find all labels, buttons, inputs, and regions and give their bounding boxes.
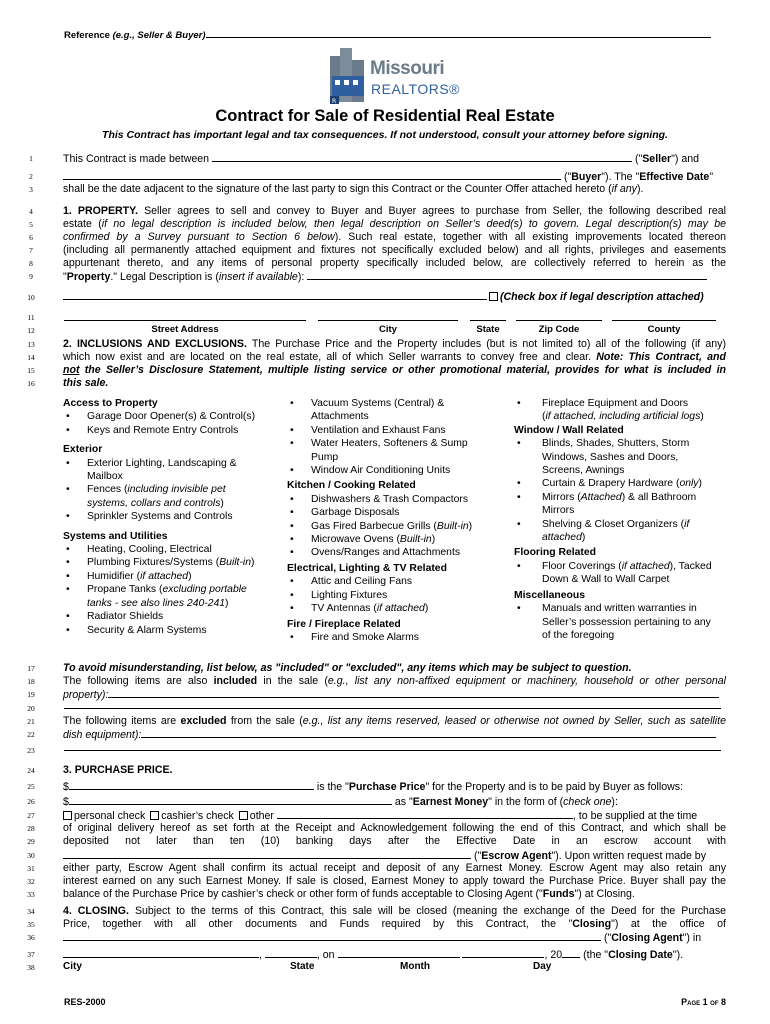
closing-l34: Subject to the terms of this Contract, this sale will be closed (meaning the exchange of the Deed for the Purchase bbox=[134, 905, 727, 917]
item-text: ( bbox=[542, 411, 546, 423]
list-item: • Window Air Conditioning Units bbox=[287, 464, 509, 477]
closing-heading: 4. CLOSING. bbox=[63, 905, 129, 917]
closing-line-37 bbox=[63, 948, 726, 962]
price-line-31: either party, Escrow Agent shall confirm its actual receipt and deposit of any Earnest Money. Escrow Agent may also retain any bbox=[63, 862, 726, 874]
personal-check-label: personal check bbox=[74, 810, 146, 822]
excluded-line-22 bbox=[63, 728, 726, 742]
price-line-27 bbox=[63, 809, 726, 823]
escrow-agent-term: Escrow Agent bbox=[481, 850, 552, 862]
line-number: 3 bbox=[29, 185, 33, 194]
reference-label: Reference bbox=[64, 30, 110, 41]
list-item-cont bbox=[514, 410, 734, 423]
comma: , bbox=[259, 949, 262, 961]
price-line-28: of original delivery hereof as set forth at the Receipt and Acknowledgement following the end of this Contract, and which shall be bbox=[63, 822, 726, 834]
price-l27end: , to be supplied at the time bbox=[572, 810, 698, 822]
purchase-price-field[interactable] bbox=[69, 780, 314, 790]
other-payment-field[interactable] bbox=[277, 809, 573, 819]
street-address-field[interactable] bbox=[64, 311, 306, 321]
logo-missouri: Missouri bbox=[370, 58, 445, 79]
line-number: 9 bbox=[29, 272, 33, 281]
item-italic: if attached bbox=[621, 560, 670, 572]
price-line-29: deposited not later than ten (10) banking days after the Effective Date in an escrow account with bbox=[63, 835, 726, 847]
page-subtitle: This Contract has important legal and tax consequences. If not understood, consult your attorney before signing. bbox=[102, 129, 668, 141]
intro-line-1 bbox=[63, 152, 726, 166]
property-l6i: confirmed by a Survey pursuant to Section 6 below bbox=[63, 231, 335, 243]
item-text: ) bbox=[431, 534, 436, 546]
price-l25a: is the " bbox=[316, 781, 349, 793]
street-address-label: Street Address bbox=[151, 324, 219, 335]
page-number: Page 1 of 8 bbox=[681, 997, 726, 1007]
list-item bbox=[514, 518, 734, 531]
line-number: 33 bbox=[27, 890, 35, 899]
list-item-cont bbox=[63, 497, 285, 510]
intro-line-2 bbox=[63, 170, 726, 184]
item-italic: Built-in bbox=[219, 557, 251, 569]
excluded-l21i: e.g., list any items reserved, leased or otherwise not owned by Seller, such as satellite bbox=[302, 715, 726, 727]
item-text: TV Antennas ( bbox=[311, 603, 377, 615]
item-text: Curtain & Drapery Hardware ( bbox=[542, 478, 680, 490]
misunderstanding-note: To avoid misunderstanding, list below, as "included" or "excluded", any items which may be subject to question. bbox=[63, 662, 632, 674]
list-item bbox=[287, 520, 509, 533]
electrical-heading: Electrical, Lighting & TV Related bbox=[287, 562, 447, 574]
inclusions-l14a: which now exist and are located on the real estate, all of which Seller warrants to convey free and clear. bbox=[63, 351, 592, 363]
closing-l36c: ") in bbox=[682, 932, 702, 944]
closing-year-field[interactable] bbox=[562, 948, 580, 958]
purchase-price-term: Purchase Price bbox=[348, 781, 426, 793]
line-number: 13 bbox=[27, 340, 35, 349]
list-item-cont: Screens, Awnings bbox=[542, 465, 625, 477]
excluded-l21a: The following items are bbox=[63, 715, 177, 727]
item-text: Floor Coverings ( bbox=[542, 560, 622, 572]
list-item-cont bbox=[514, 531, 734, 544]
list-item: • Garage Door Opener(s) & Control(s) bbox=[63, 410, 285, 423]
item-text: Shelving & Closet Organizers ( bbox=[542, 518, 685, 530]
list-item: • Ventilation and Exhaust Fans bbox=[287, 424, 509, 437]
price-line-32: interest earned on any such Earnest Money. If sale is closed, Earnest Money to apply toward the Purchase Price. Buyer shall pay the bbox=[63, 875, 726, 887]
line-number: 32 bbox=[27, 877, 35, 886]
list-item-cont: Windows, Sashes and Doors, bbox=[542, 451, 679, 463]
item-text: Mirrors ( bbox=[542, 491, 581, 503]
inclusions-not: not bbox=[63, 364, 80, 376]
property-term: Property bbox=[66, 271, 111, 283]
property-line-10 bbox=[63, 290, 726, 304]
state-field[interactable] bbox=[470, 311, 506, 321]
list-item: • Keys and Remote Entry Controls bbox=[63, 424, 285, 437]
list-item: • Sprinkler Systems and Controls bbox=[63, 510, 285, 523]
line-number: 20 bbox=[27, 704, 35, 713]
seller-quote: (" bbox=[634, 153, 643, 165]
buyer-term: Buyer bbox=[571, 171, 602, 183]
closing-city-field[interactable] bbox=[63, 948, 259, 958]
city-label: City bbox=[63, 961, 82, 972]
included-l19i: property): bbox=[63, 689, 109, 701]
list-item: • Water Heaters, Softeners & Sump bbox=[287, 437, 509, 450]
buyer-close: " bbox=[709, 171, 714, 183]
list-item bbox=[63, 570, 285, 583]
list-item-cont: Mailbox bbox=[87, 471, 123, 483]
line-number: 12 bbox=[27, 326, 35, 335]
closing-line-35 bbox=[63, 918, 726, 931]
item-text: ) bbox=[251, 557, 255, 569]
page-title: Contract for Sale of Residential Real Estate bbox=[215, 107, 555, 125]
dollar-sign: $ bbox=[63, 781, 69, 793]
seller-close: ") and bbox=[671, 153, 700, 165]
line-number: 17 bbox=[27, 664, 35, 673]
building-logo-icon bbox=[326, 46, 370, 104]
price-line-25 bbox=[63, 780, 726, 794]
price-line-33 bbox=[63, 888, 726, 901]
buyer-mid: "). The " bbox=[601, 171, 640, 183]
list-item bbox=[514, 477, 734, 490]
item-text: ) bbox=[581, 532, 586, 544]
line-number: 16 bbox=[27, 379, 35, 388]
price-l33a: balance of the Purchase Price by cashier’s check or other form of funds acceptable to Closing Agent (" bbox=[63, 888, 543, 900]
intro-l3b: ). bbox=[636, 183, 644, 195]
closing-l35c: ") at the office of bbox=[611, 918, 727, 930]
list-item bbox=[287, 602, 509, 615]
funds-term: Funds bbox=[542, 888, 575, 900]
closing-date-term: Closing Date bbox=[608, 949, 673, 961]
kitchen-heading: Kitchen / Cooking Related bbox=[287, 480, 416, 492]
exterior-heading: Exterior bbox=[63, 444, 103, 456]
property-line-6 bbox=[63, 231, 726, 244]
line-number: 21 bbox=[27, 717, 35, 726]
excluded-l22i: dish equipment): bbox=[63, 729, 142, 741]
list-item: • Security & Alarm Systems bbox=[63, 624, 285, 637]
window-heading: Window / Wall Related bbox=[514, 424, 624, 436]
list-item bbox=[287, 533, 509, 546]
intro-l3a: shall be the date adjacent to the signature of the last party to sign this Contract or the Counter Offer attached hereto ( bbox=[63, 183, 612, 195]
property-line-9 bbox=[63, 270, 726, 284]
closing-agent-term: Closing Agent bbox=[611, 932, 683, 944]
personal-check-checkbox[interactable] bbox=[63, 811, 72, 820]
list-item: • Heating, Cooling, Electrical bbox=[63, 543, 285, 556]
list-item bbox=[63, 457, 285, 470]
line-number: 10 bbox=[27, 293, 35, 302]
property-l5i: if no legal description is included below, then legal description on Seller’s deed(s) to govern. Legal description(s) may be bbox=[101, 218, 726, 230]
excluded-items-field[interactable] bbox=[141, 728, 716, 738]
cashiers-check-label: cashier’s check bbox=[161, 810, 234, 822]
list-item: • Ovens/Ranges and Attachments bbox=[287, 546, 509, 559]
inclusions-line-15 bbox=[63, 364, 726, 377]
closing-month-field[interactable] bbox=[338, 948, 460, 958]
list-item: • Vacuum Systems (Central) & bbox=[287, 397, 509, 410]
item-text: ) bbox=[424, 603, 429, 615]
item-text: ) bbox=[700, 411, 704, 423]
item-text: Propane Tanks ( bbox=[87, 584, 163, 596]
check-box-label: (Check box if legal description attached) bbox=[500, 291, 704, 303]
item-italic: excluding portable bbox=[162, 584, 247, 596]
excluded-items-field-2[interactable] bbox=[64, 741, 721, 751]
property-heading: 1. PROPERTY. bbox=[63, 205, 138, 217]
line-number: 23 bbox=[27, 746, 35, 755]
item-italic: if attached, including artificial logs bbox=[545, 411, 701, 423]
property-line-5 bbox=[63, 218, 726, 231]
list-item bbox=[63, 583, 285, 596]
legal-description-field[interactable] bbox=[307, 270, 707, 280]
item-italic: Built-in bbox=[399, 534, 432, 546]
list-item: • Manuals and written warranties in bbox=[514, 602, 734, 615]
on-text: , on bbox=[316, 949, 335, 961]
form-id: RES-2000 bbox=[64, 997, 106, 1007]
inclusions-l13: The Purchase Price and the Property includes (but is not limited to) all of the following (if any) bbox=[251, 338, 726, 350]
property-l6b: ). Such real estate, together with all existing improvements located thereon bbox=[334, 231, 726, 243]
item-text: ) bbox=[468, 520, 473, 532]
buyer-name-field[interactable] bbox=[63, 170, 561, 180]
inclusions-line-14 bbox=[63, 351, 726, 364]
line-number: 25 bbox=[27, 782, 35, 791]
intro-l3i: if any bbox=[611, 183, 637, 195]
line-number: 38 bbox=[27, 963, 35, 972]
property-l9c: ." Legal Description is ( bbox=[110, 271, 219, 283]
zip-label: Zip Code bbox=[538, 324, 580, 335]
item-text: ), Tacked bbox=[669, 560, 712, 572]
item-text: Fences ( bbox=[87, 484, 128, 496]
state-label: State bbox=[476, 324, 500, 335]
item-italic: tanks - see also lines 240-241 bbox=[87, 597, 226, 609]
item-italic: Attached bbox=[580, 491, 622, 503]
fire-heading: Fire / Fireplace Related bbox=[287, 618, 401, 630]
inclusions-note: Note: This Contract, and bbox=[596, 351, 726, 363]
reference-line bbox=[64, 28, 726, 42]
dollar-sign: $ bbox=[63, 796, 69, 808]
earnest-money-term: Earnest Money bbox=[412, 796, 489, 808]
line-number: 34 bbox=[27, 907, 35, 916]
item-text: ) bbox=[225, 597, 229, 609]
list-item: • Garbage Disposals bbox=[287, 506, 509, 519]
line-number: 31 bbox=[27, 864, 35, 873]
list-item: • Lighting Fixtures bbox=[287, 589, 509, 602]
closing-line-36 bbox=[63, 931, 726, 945]
list-item: • Attic and Ceiling Fans bbox=[287, 575, 509, 588]
item-italic: systems, collars and controls bbox=[87, 497, 221, 509]
list-item-cont: of the foregoing bbox=[542, 629, 615, 641]
excluded-term: excluded bbox=[180, 715, 227, 727]
list-item bbox=[514, 491, 734, 504]
reference-field[interactable] bbox=[206, 28, 711, 38]
property-line-7: (including all permanently attached equipment and fixtures not specifically excluded below) and all rights, privileges and easements bbox=[63, 244, 726, 256]
item-text: ) bbox=[188, 570, 192, 582]
line-number: 24 bbox=[27, 766, 35, 775]
item-text: Exterior Lighting, Landscaping & bbox=[87, 457, 237, 469]
escrow-agent-field[interactable] bbox=[63, 849, 471, 859]
svg-text:R: R bbox=[332, 98, 337, 104]
excluded-line-21 bbox=[63, 715, 726, 728]
line-number: 26 bbox=[27, 797, 35, 806]
item-italic: if attached bbox=[376, 603, 425, 615]
list-item bbox=[63, 556, 285, 569]
inclusions-line-16: this sale. bbox=[63, 377, 109, 389]
closing-l36a: (" bbox=[603, 932, 612, 944]
item-text: Plumbing Fixtures/Systems ( bbox=[87, 557, 220, 569]
systems-heading: Systems and Utilities bbox=[63, 530, 168, 542]
items-column-1 bbox=[63, 397, 285, 637]
day-label: Day bbox=[533, 961, 552, 972]
included-l18c: in the sale ( bbox=[263, 675, 328, 687]
misc-heading: Miscellaneous bbox=[514, 589, 586, 601]
reference-hint: (e.g., Seller & Buyer) bbox=[112, 30, 206, 41]
items-column-2 bbox=[287, 397, 509, 644]
county-label: County bbox=[647, 324, 681, 335]
closing-term: Closing bbox=[572, 918, 612, 930]
missouri-realtors-logo bbox=[326, 46, 466, 104]
line-number: 14 bbox=[27, 353, 35, 362]
list-item bbox=[63, 483, 285, 496]
property-line-8: appurtenant thereto, and any items of personal property specifically included below, are collectively referred to herein as the bbox=[63, 257, 726, 269]
zip-field[interactable] bbox=[516, 311, 602, 321]
city-field[interactable] bbox=[318, 311, 458, 321]
list-item: • Radiator Shields bbox=[63, 610, 285, 623]
line-number: 30 bbox=[27, 851, 35, 860]
line-number: 18 bbox=[27, 677, 35, 686]
line-number: 1 bbox=[29, 154, 33, 163]
line-number: 29 bbox=[27, 837, 35, 846]
item-text: Humidifier ( bbox=[87, 570, 141, 582]
closing-l37c: "). bbox=[672, 949, 684, 961]
included-items-field-2[interactable] bbox=[64, 699, 721, 709]
other-checkbox[interactable] bbox=[239, 811, 248, 820]
line-number: 28 bbox=[27, 824, 35, 833]
line-number: 6 bbox=[29, 233, 33, 242]
line-number: 4 bbox=[29, 207, 33, 216]
line-number: 11 bbox=[27, 313, 35, 322]
excluded-l21c: from the sale ( bbox=[230, 715, 303, 727]
flooring-heading: Flooring Related bbox=[514, 547, 596, 559]
county-field[interactable] bbox=[612, 311, 716, 321]
property-l4: Seller agrees to sell and convey to Buyer and Buyer agrees to purchase from Seller, the following described real bbox=[144, 205, 726, 217]
closing-l37a: (the " bbox=[583, 949, 609, 961]
item-italic: including invisible pet bbox=[127, 484, 226, 496]
price-l26a: as " bbox=[394, 796, 413, 808]
line-number: 19 bbox=[27, 690, 35, 699]
list-item: • Fireplace Equipment and Doors bbox=[514, 397, 734, 410]
inclusions-l15b: the Seller’s Disclosure Statement, multiple listing service or other promotional material, provides for what is included in bbox=[84, 364, 726, 376]
item-italic: only bbox=[679, 478, 699, 490]
price-line-30 bbox=[63, 849, 726, 863]
item-text: ) bbox=[698, 478, 702, 490]
price-l26d: ): bbox=[611, 796, 618, 808]
effective-date-term: Effective Date bbox=[639, 171, 710, 183]
item-italic: if bbox=[684, 518, 690, 530]
access-heading: Access to Property bbox=[63, 398, 158, 409]
legal-description-field-2[interactable] bbox=[63, 290, 487, 300]
list-item-cont: Pump bbox=[311, 451, 339, 463]
cashiers-check-checkbox[interactable] bbox=[150, 811, 159, 820]
price-l25c: " for the Property and is to be paid by Buyer as follows: bbox=[425, 781, 684, 793]
property-l9a: " bbox=[63, 271, 67, 283]
logo-realtors: REALTORS® bbox=[371, 81, 460, 97]
price-line-26 bbox=[63, 795, 726, 809]
included-l18a: The following items are also bbox=[63, 675, 208, 687]
item-text: ) bbox=[220, 497, 224, 509]
price-l30c: "). Upon written request made by bbox=[551, 850, 706, 862]
list-item bbox=[514, 560, 734, 573]
property-l9d: ): bbox=[297, 271, 305, 283]
line-number: 36 bbox=[27, 933, 35, 942]
closing-day-field[interactable] bbox=[462, 948, 544, 958]
list-item-cont: Seller’s possession pertaining to any bbox=[542, 616, 711, 628]
line-number: 37 bbox=[27, 950, 35, 959]
closing-agent-field[interactable] bbox=[63, 931, 601, 941]
property-line-4 bbox=[63, 205, 726, 218]
item-italic: if attached bbox=[140, 570, 189, 582]
item-text: Gas Fired Barbecue Grills ( bbox=[311, 520, 437, 532]
included-items-field[interactable] bbox=[108, 688, 719, 698]
made-between-text: This Contract is made between bbox=[63, 153, 210, 165]
intro-line-3 bbox=[63, 183, 726, 196]
price-l30a: (" bbox=[473, 850, 482, 862]
closing-line-34 bbox=[63, 905, 726, 918]
inclusions-line-13 bbox=[63, 338, 726, 351]
line-number: 2 bbox=[29, 172, 33, 181]
purchase-price-heading: 3. PURCHASE PRICE. bbox=[63, 764, 173, 776]
line-number: 15 bbox=[27, 366, 35, 375]
item-text: Microwave Ovens ( bbox=[311, 534, 400, 546]
year-prefix: , 20 bbox=[544, 949, 563, 961]
state-label: State bbox=[290, 961, 315, 972]
inclusions-heading: 2. INCLUSIONS AND EXCLUSIONS. bbox=[63, 338, 247, 350]
list-item-cont bbox=[63, 597, 285, 610]
line-number: 5 bbox=[29, 220, 33, 229]
line-number: 22 bbox=[27, 730, 35, 739]
list-item: • Dishwashers & Trash Compactors bbox=[287, 493, 509, 506]
closing-state-field[interactable] bbox=[265, 948, 317, 958]
line-number: 35 bbox=[27, 920, 35, 929]
earnest-money-field[interactable] bbox=[69, 795, 392, 805]
included-l18i: e.g., list any non-affixed equipment or machinery, household or other personal bbox=[327, 675, 727, 687]
property-l9i: insert if available bbox=[218, 271, 298, 283]
other-label: other bbox=[249, 810, 274, 822]
price-l26c: " in the form of ( bbox=[488, 796, 564, 808]
seller-term: Seller bbox=[642, 153, 672, 165]
buyer-quote: (" bbox=[563, 171, 572, 183]
line-number: 8 bbox=[29, 259, 33, 268]
line-number: 7 bbox=[29, 246, 33, 255]
included-term: included bbox=[213, 675, 258, 687]
list-item-cont: Attachments bbox=[311, 411, 369, 423]
list-item: • Blinds, Shades, Shutters, Storm bbox=[514, 437, 734, 450]
month-label: Month bbox=[400, 961, 430, 972]
seller-name-field[interactable] bbox=[212, 152, 632, 162]
item-italic: attached bbox=[542, 532, 582, 544]
price-l26i: check one bbox=[563, 796, 612, 808]
items-column-3 bbox=[514, 397, 734, 642]
line-number: 27 bbox=[27, 811, 35, 820]
closing-l35a: Price, together with all other documents and Funds required by this Contract, the " bbox=[63, 918, 573, 930]
list-item: • Fire and Smoke Alarms bbox=[287, 631, 509, 644]
price-l33c: ") at Closing. bbox=[574, 888, 635, 900]
city-label: City bbox=[379, 324, 397, 335]
property-l5a: estate ( bbox=[63, 218, 102, 230]
list-item-cont: Down & Wall to Wall Carpet bbox=[542, 574, 670, 586]
included-line-18 bbox=[63, 675, 726, 688]
item-text: ) & all Bathroom bbox=[621, 491, 697, 503]
item-italic: Built-in bbox=[436, 520, 469, 532]
list-item-cont: Mirrors bbox=[542, 505, 575, 517]
legal-attached-checkbox[interactable] bbox=[489, 292, 498, 301]
